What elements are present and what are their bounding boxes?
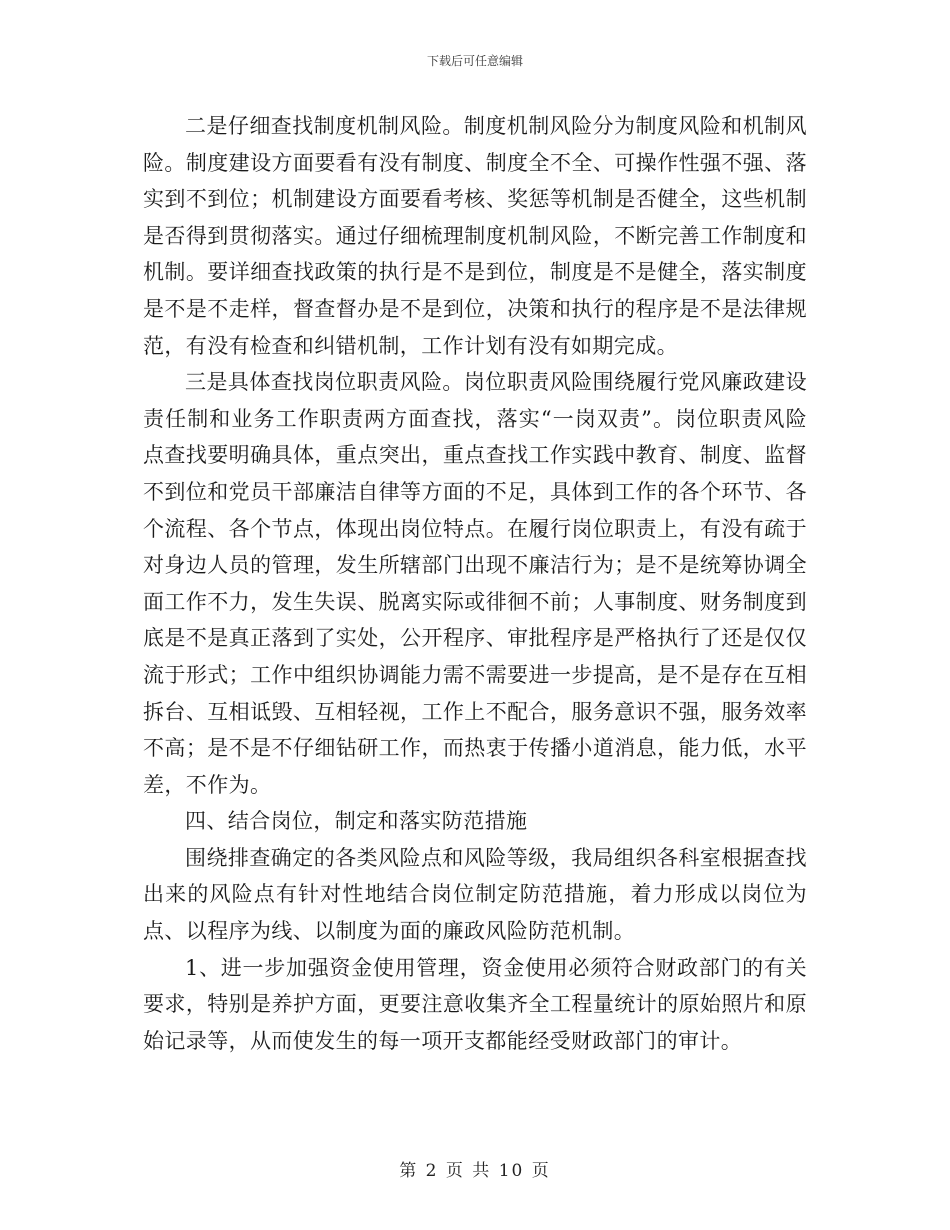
paragraph-post-duty-risk: 三是具体查找岗位职责风险。岗位职责风险围绕履行党风廉政建设责任制和业务工作职责两方面查找，落实“一岗双责”。岗位职责风险点查找要明确具体，重点突出，重点查找工作实践中教育、制度、监督不到位和党员干部廉洁自律等方面的不足，具体到工作的各个环节、各个流程、各个节点，体现出岗位特点。在履行岗位职责上，有没有疏于对身边人员的管理，发生所辖部门出现不廉洁行为；是不是统筹协调全面工作不力，发生失误、脱离实际或徘徊不前；人事制度、财务制度到底是不是真正落到了实处，公开程序、审批程序是严格执行了还是仅仅流于形式；工作中组织协调能力需不需要进一步提高，是不是存在互相拆台、互相诋毁、互相轻视，工作上不配合，服务意识不强，服务效率不高；是不是不仔细钻研工作，而热衷于传播小道消息，能力低，水平差，不作为。 [143,370,807,797]
section-heading-prevention: 四、结合岗位，制定和落实防范措施 [185,809,528,834]
document-body [143,108,807,1059]
page-header: 下载后可任意编辑 [426,54,523,68]
page-footer: 第 2 页 共 10 页 [399,1161,551,1181]
paragraph-institution-risk: 二是仔细查找制度机制风险。制度机制风险分为制度风险和机制风险。制度建设方面要看有没有制度、制度全不全、可操作性强不强、落实到不到位；机制建设方面要看考核、奖惩等机制是否健全，这些机制是否得到贯彻落实。通过仔细梳理制度机制风险，不断完善工作制度和机制。要详细查找政策的执行是不是到位，制度是不是健全，落实制度是不是不走样，督查督办是不是到位，决策和执行的程序是不是法律规范，有没有检查和纠错机制，工作计划有没有如期完成。 [143,114,807,358]
paragraph-prevention-mechanism: 围绕排查确定的各类风险点和风险等级，我局组织各科室根据查找出来的风险点有针对性地结合岗位制定防范措施，着力形成以岗位为点、以程序为线、以制度为面的廉政风险防范机制。 [143,845,807,944]
paragraph-fund-management: 1、进一步加强资金使用管理，资金使用必须符合财政部门的有关要求，特别是养护方面，更要注意收集齐全工程量统计的原始照片和原始记录等，从而使发生的每一项开支都能经受财政部门的审计。 [143,955,807,1053]
